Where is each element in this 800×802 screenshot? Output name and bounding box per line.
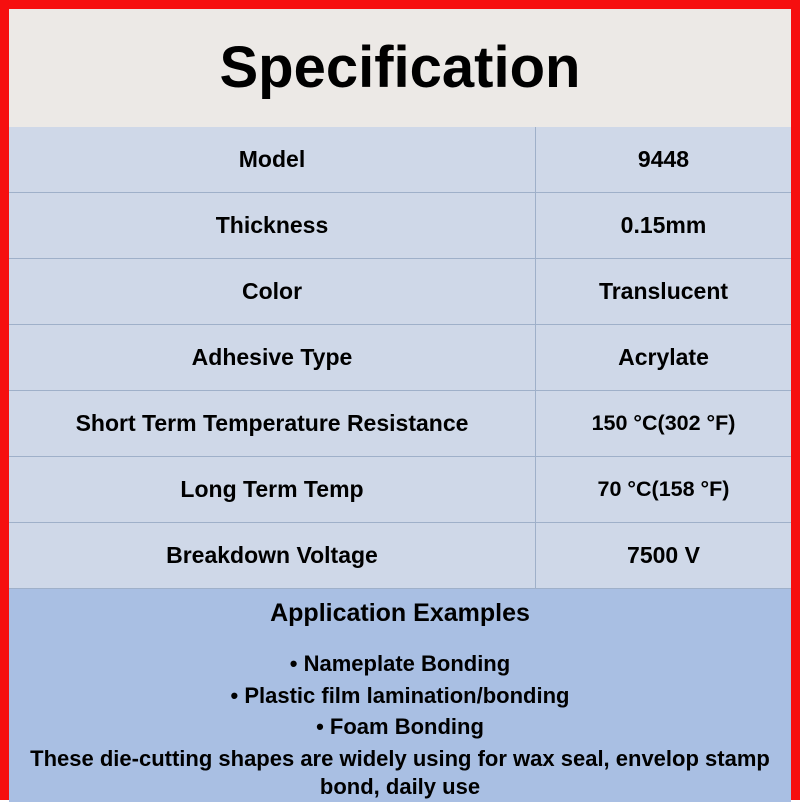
title-bar	[9, 9, 791, 127]
page-title: Specification	[219, 35, 581, 100]
list-item: • Plastic film lamination/bonding	[230, 682, 570, 708]
list-item: • Foam Bonding	[316, 714, 484, 740]
table-row	[9, 457, 791, 523]
specification-table	[9, 127, 791, 589]
table-row	[9, 523, 791, 589]
table-cell-value	[536, 193, 791, 258]
application-list	[9, 650, 791, 742]
application-heading: Application Examples	[270, 599, 530, 627]
row-value: 150 °C(302 °F)	[591, 411, 736, 436]
table-cell-value	[536, 127, 791, 192]
table-cell-label	[9, 391, 536, 456]
application-examples-section	[9, 589, 791, 802]
row-value: 70 °C(158 °F)	[597, 477, 730, 502]
row-label: Long Term Temp	[180, 476, 364, 503]
row-value: 9448	[637, 146, 690, 173]
row-value: 0.15mm	[620, 212, 707, 239]
table-cell-value	[536, 523, 791, 588]
row-label: Short Term Temperature Resistance	[75, 410, 469, 437]
table-row	[9, 259, 791, 325]
table-cell-label	[9, 193, 536, 258]
table-cell-label	[9, 523, 536, 588]
table-row	[9, 391, 791, 457]
table-row	[9, 193, 791, 259]
row-label: Color	[241, 278, 303, 305]
table-cell-label	[9, 325, 536, 390]
table-row	[9, 325, 791, 391]
row-value: Translucent	[598, 278, 729, 305]
table-cell-value	[536, 457, 791, 522]
row-label: Model	[238, 146, 306, 173]
row-value: Acrylate	[618, 344, 709, 371]
row-label: Thickness	[215, 212, 329, 239]
table-cell-value	[536, 325, 791, 390]
list-item: • Nameplate Bonding	[289, 651, 511, 676]
table-cell-label	[9, 259, 536, 324]
table-row	[9, 127, 791, 193]
table-cell-value	[536, 391, 791, 456]
table-cell-value	[536, 259, 791, 324]
row-label: Adhesive Type	[191, 344, 353, 371]
application-note: These die-cutting shapes are widely using for wax seal, envelop stamp bond, daily use	[30, 745, 770, 800]
table-cell-label	[9, 457, 536, 522]
row-label: Breakdown Voltage	[166, 542, 378, 569]
table-cell-label	[9, 127, 536, 192]
row-value: 7500 V	[627, 542, 700, 569]
